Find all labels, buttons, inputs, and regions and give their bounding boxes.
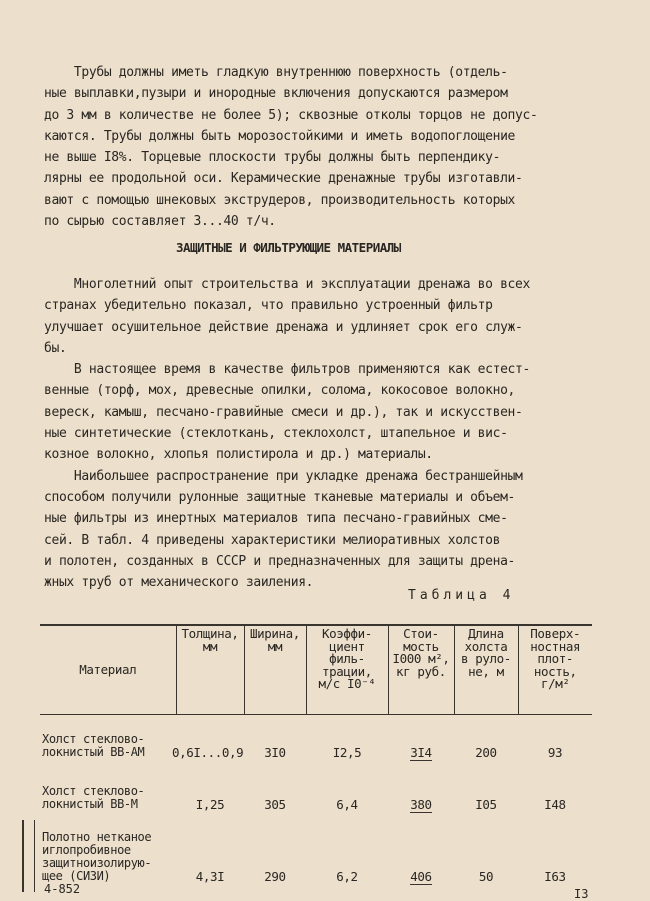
length-cell: I05 xyxy=(475,796,497,812)
table-caption: Таблица 4 xyxy=(408,588,515,603)
section-heading: ЗАЩИТНЫЕ И ФИЛЬТРУЮЩИЕ МАТЕРИАЛЫ xyxy=(176,240,401,255)
paragraph-filters xyxy=(44,274,592,593)
text-line: жных труб от механического заиления. xyxy=(44,575,314,591)
materials-table xyxy=(40,624,592,883)
table-row xyxy=(40,811,592,883)
text-line: по сырью составляет 3...40 т/ч. xyxy=(44,214,276,230)
page-number: I3 xyxy=(574,887,589,901)
header-width: Ширина, мм xyxy=(244,625,306,715)
text-line: Наибольшее распространение при укладке дренажа бестраншейным xyxy=(44,468,523,484)
text-line: козное волокно, хлопья полистирола и др.) материалы. xyxy=(44,447,433,463)
text-line: вереск, камыш, песчано-гравийные смеси и др.), так и искусствен- xyxy=(44,404,523,420)
text-line: венные (торф, мох, древесные опилки, солома, кокосовое волокно, xyxy=(44,383,516,399)
header-roll-length: Длина холста в руло- не, м xyxy=(454,625,518,715)
width-cell: 3I0 xyxy=(264,744,286,760)
header-filtration-coefficient: Коэффи- циент филь- трации, м/с I0⁻⁴ xyxy=(306,625,388,715)
table-row xyxy=(40,715,592,759)
density-cell: I63 xyxy=(544,868,566,884)
thickness-cell: I,25 xyxy=(195,796,225,812)
text-line: и полотен, созданных в СССР и предназначенных для защиты дрена- xyxy=(44,553,516,569)
header-cost: Стои- мость I000 м², кг руб. xyxy=(388,625,454,715)
length-cell: 200 xyxy=(475,744,497,760)
text-line: до 3 мм в количестве не более 5); сквозные отколы торцов не допус- xyxy=(44,107,538,123)
text-line: ные синтетические (стеклоткань, стеклохолст, штапельное и вис- xyxy=(44,426,508,442)
material-name-cell: Холст стеклово- локнистый ВВ-АМ xyxy=(42,731,145,759)
coefficient-cell: I2,5 xyxy=(332,744,362,760)
text-line: не выше I8%. Торцевые плоскости трубы должны быть перпендику- xyxy=(44,150,501,166)
cost-cell: 3I4 xyxy=(410,744,432,760)
text-line: способом получили рулонные защитные тканевые материалы и объем- xyxy=(44,489,516,505)
cost-cell: 406 xyxy=(410,868,432,884)
text-line: сей. В табл. 4 приведены характеристики мелиоративных холстов xyxy=(44,532,501,548)
text-line: каются. Трубы должны быть морозостойкими и иметь водопоглощение xyxy=(44,128,516,144)
paragraph-pipe-requirements xyxy=(44,62,592,232)
text-line: улучшает осушительное действие дренажа и удлиняет срок его служ- xyxy=(44,319,523,335)
header-thickness: Толщина, мм xyxy=(176,625,244,715)
coefficient-cell: 6,2 xyxy=(336,868,358,884)
cost-cell: 380 xyxy=(410,796,432,812)
text-line: ные выплавки,пузыри и инородные включения допускаются размером xyxy=(44,86,508,102)
text-line: бы. xyxy=(44,340,67,356)
text-line: Многолетний опыт строительства и эксплуатации дренажа во всех xyxy=(44,277,530,292)
density-cell: 93 xyxy=(547,744,563,760)
text-line: В настоящее время в качестве фильтров применяются как естест- xyxy=(44,362,530,378)
thickness-cell: 0,6I...0,9 xyxy=(172,744,244,760)
header-surface-density: Поверх- ностная плот- ность, г/м² xyxy=(518,625,592,715)
thickness-cell: 4,3I xyxy=(195,868,225,884)
print-code: 4-852 xyxy=(44,882,81,896)
density-cell: I48 xyxy=(544,796,566,812)
text-line: вают с помощью шнековых экструдеров, производительность которых xyxy=(44,192,516,208)
text-line: лярны ее продольной оси. Керамические дренажные трубы изготавли- xyxy=(44,171,523,187)
header-material: Материал xyxy=(40,625,176,715)
coefficient-cell: 6,4 xyxy=(336,796,358,812)
material-name-cell: Полотно нетканое иглопробивное защитноизолирую- щее (СИЗИ) xyxy=(42,829,152,883)
text-line: странах убедительно показал, что правильно устроенный фильтр xyxy=(44,298,493,314)
table-row xyxy=(40,759,592,811)
width-cell: 290 xyxy=(264,868,286,884)
material-name-cell: Холст стеклово- локнистый ВВ-М xyxy=(42,783,145,811)
text-line: ные фильтры из инертных материалов типа песчано-гравийных сме- xyxy=(44,511,508,527)
table-header-row xyxy=(40,625,592,715)
margin-bracket-mark xyxy=(22,820,35,892)
text-line: Трубы должны иметь гладкую внутреннюю поверхность (отдель- xyxy=(44,65,508,80)
width-cell: 305 xyxy=(264,796,286,812)
length-cell: 50 xyxy=(478,868,494,884)
